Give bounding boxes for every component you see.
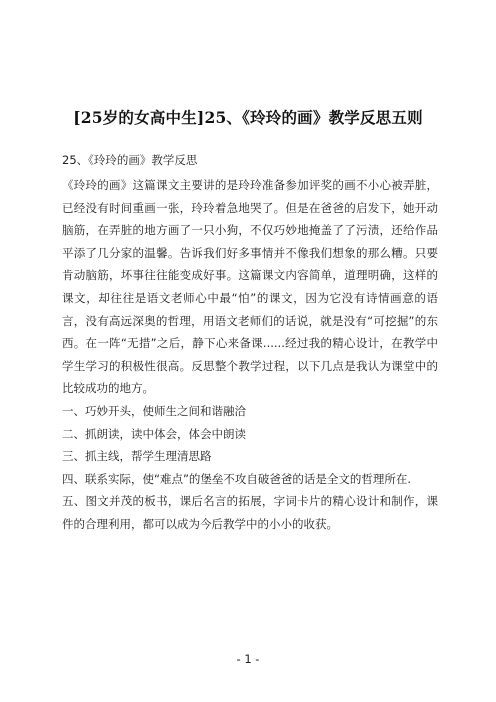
list-item: 五、图文并茂的板书，课后名言的拓展，字词卡片的精心设计和制作，课件的合理利用，都可以成为今后教学中的小小的收获。 bbox=[62, 494, 438, 531]
list-item: 四、联系实际，使“难点”的堡垒不攻自破爸爸的话是全文的哲理所在. bbox=[62, 471, 412, 486]
body-paragraph: 《玲玲的画》这篇课文主要讲的是玲玲准备参加评奖的画不小心被弄脏，已经没有时间重画一张，玲玲着急地哭了。但是在爸爸的启发下，她开动脑筋，在弄脏的地方画了一只小狗，不仅巧妙地掩盖了了污渍，还给作品平添了几分家的温馨。告诉我们好多事情并不像我们想象的那么糟。只要肯动脑筋，坏事往往能变成好事。这篇课文内容简单，道理明确，这样的课文，却往往是语文老师心中最“怕”的课文，因为它没有诗情画意的语言，没有高远深奥的哲理，用语文老师们的话说，就是没有“可挖掘”的东西。在一阵“无措”之后，静下心来备课......经过我的精心设计，在教学中学生学习的积极性很高。反思整个教学过程，以下几点是我认为课堂中的比较成功的地方。 bbox=[62, 178, 438, 396]
list-item: 三、抓主线，帮学生理清思路 bbox=[62, 449, 212, 464]
section-heading: 25、《玲玲的画》教学反思 bbox=[62, 153, 198, 167]
list-item: 二、抓朗读，读中体会，体会中朗读 bbox=[62, 426, 246, 441]
list-item: 一、巧妙开头，使师生之间和谐融洽 bbox=[62, 403, 246, 418]
reflection-points-list bbox=[62, 400, 438, 536]
document-body bbox=[62, 174, 438, 536]
page-number: - 1 - bbox=[236, 652, 260, 666]
document-title: [25岁的女高中生]25、《玲玲的画》教学反思五则 bbox=[73, 108, 423, 127]
